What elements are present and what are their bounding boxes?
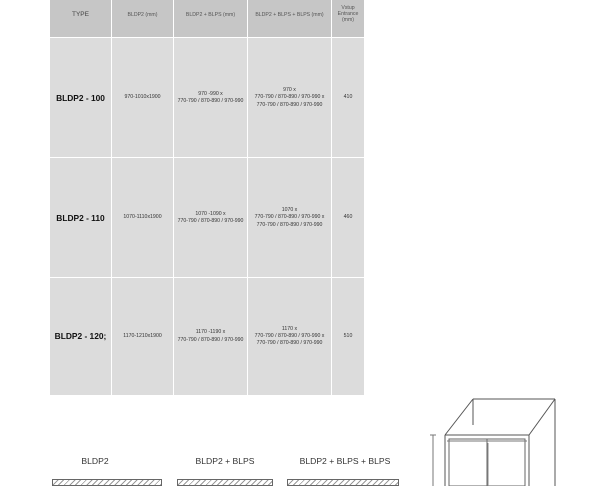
header-bldp2: BLDP2 (mm) [127,12,158,19]
cell-bldp2: 1170-1210x1900 [123,332,162,339]
cell-bldp2-blps-blps: 970 x 770-790 / 870-890 / 970-990 x 770-790 / 870-890 / 970-990 [254,87,325,108]
wall-hatch [52,479,162,486]
cell-bldp2-blps: 970 -990 x 770-790 / 870-890 / 970-990 [177,90,244,104]
cell-bldp2-blps-blps: 1170 x 770-790 / 870-890 / 970-990 x 770-790 / 870-890 / 970-990 [254,325,325,347]
header-type: TYPE [72,11,89,19]
diagram-label-bldp2-blps: BLDP2 + BLPS [195,456,255,466]
diagram-label-bldp2-blps-blps: BLDP2 + BLPS + BLPS [299,456,391,466]
cell-bldp2: 970-1010x1900 [124,94,161,101]
cell-type: BLDP2 - 100 [56,92,105,103]
diagram-label-bldp2: BLDP2 [81,456,109,466]
header-bldp2-blps: BLDP2 + BLPS (mm) [185,12,236,19]
cell-bldp2-blps: 1170 -1190 x 770-790 / 870-890 / 970-990 [177,329,244,343]
wall-hatch [177,479,273,486]
header-entrance: Vstup Entrance (mm) [337,4,359,24]
cell-type: BLDP2 - 110 [56,212,105,223]
cell-type: BLDP2 - 120; [54,331,107,341]
cell-bldp2-blps: 1070 -1090 x 770-790 / 870-890 / 970-990 [177,210,244,224]
cell-bldp2: 1070-1110x1900 [123,214,162,221]
cell-bldp2-blps-blps: 1070 x 770-790 / 870-890 / 970-990 x 770-790 / 870-890 / 970-990 [254,207,325,228]
enclosure-3d-drawing [425,395,600,486]
cell-entrance: 460 [343,214,353,221]
cell-entrance: 510 [343,332,353,339]
dimensions-table [50,0,364,395]
wall-hatch [287,479,399,486]
header-bldp2-blps-blps: BLDP2 + BLPS + BLPS (mm) [255,12,324,19]
cell-entrance: 410 [343,94,353,101]
